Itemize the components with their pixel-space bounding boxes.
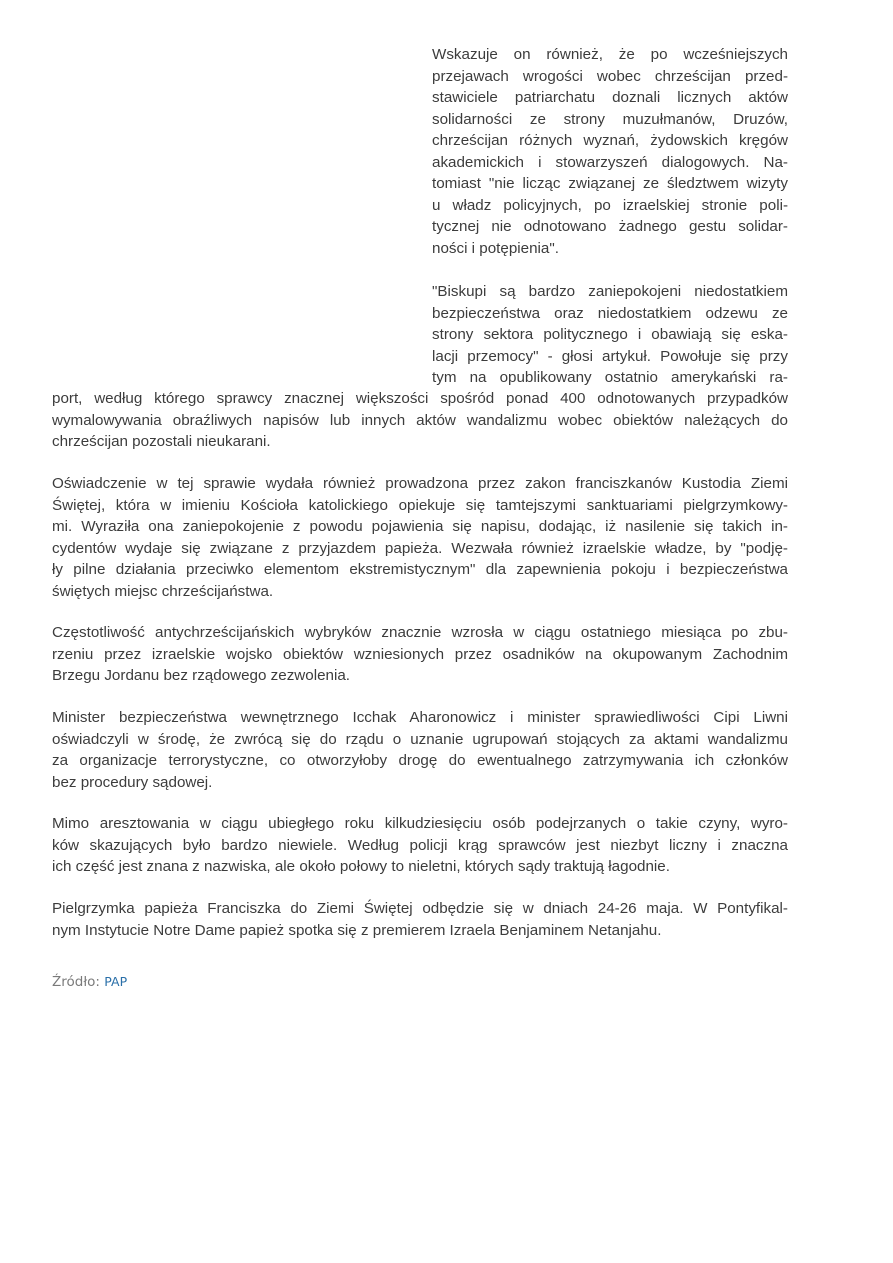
text-line: bezpieczeństwa oraz niedostatkiem odzewu ze bbox=[432, 304, 788, 322]
source-link[interactable]: PAP bbox=[104, 974, 128, 989]
text-line: akademickich i stowarzyszeń dialogowych. Na- bbox=[432, 153, 788, 171]
text-line: Oświadczenie w tej sprawie wydała również prowadzona przez zakon franciszkanów Kustodia Ziemi bbox=[52, 475, 788, 492]
text-line: tym na opublikowany ostatnio amerykański ra- bbox=[432, 369, 788, 386]
text-line: cydentów wydaje się związane z przyjazdem papieża. Wezwała również izraelskie władze, by "podję- bbox=[52, 539, 788, 557]
text-line: strony sektora politycznego i obawiają się eska- bbox=[432, 326, 788, 343]
text-line: Świętej, która w imieniu Kościoła katolickiego opiekuje się tamtejszymi sanktuariami pielgrzymkowy- bbox=[52, 496, 788, 514]
source-line bbox=[52, 974, 127, 990]
text-line: stawiciele patriarchatu doznali licznych aktów bbox=[432, 89, 788, 106]
text-line: Pielgrzymka papieża Franciszka do Ziemi Świętej odbędzie się w dniach 24-26 maja. W Pontyfikal- bbox=[52, 900, 788, 917]
paragraph-2-narrow bbox=[432, 281, 788, 389]
paragraph-5 bbox=[52, 707, 788, 793]
text-line: ków skazujących było bardzo niewiele. Według policji krąg sprawców jest niezbyt liczny i znaczna bbox=[52, 836, 788, 854]
text-line: Częstotliwość antychrześcijańskich wybryków znacznie wzrosła w ciągu ostatniego miesiąca po zbu- bbox=[52, 624, 788, 641]
paragraph-6 bbox=[52, 813, 788, 878]
text-line: "Biskupi są bardzo zaniepokojeni niedostatkiem bbox=[432, 283, 788, 300]
text-line: oświadczyli w środę, że zwrócą się do rządu o uznanie ugrupowań stojących za aktami wandalizmu bbox=[52, 730, 788, 748]
text-line: mi. Wyraziła ona zaniepokojenie z powodu pojawienia się napisu, dodając, iż nasilenie się takich in- bbox=[52, 518, 788, 535]
text-line: rzeniu przez izraelskie wojsko obiektów wzniesionych przez osadników na okupowanym Zachodnim bbox=[52, 645, 788, 663]
text-line: Wskazuje on również, że po wcześniejszych bbox=[432, 46, 788, 63]
text-line: tycznej nie odnotowano żadnego gestu solidar- bbox=[432, 218, 788, 235]
text-line: świętych miejsc chrześcijaństwa. bbox=[52, 582, 274, 600]
text-line: ności i potępienia". bbox=[432, 239, 559, 257]
text-line: solidarności ze strony muzułmanów, Druzów, bbox=[432, 110, 788, 128]
paragraph-3 bbox=[52, 473, 788, 602]
paragraph-4 bbox=[52, 622, 788, 687]
text-line: nym Instytucie Notre Dame papież spotka się z premierem Izraela Benjaminem Netanjahu. bbox=[52, 921, 662, 939]
text-line: lacji przemocy" - głosi artykuł. Powołuje się przy bbox=[432, 347, 788, 365]
text-line: za organizacje terrorystyczne, co otworzyłoby drogę do ewentualnego zatrzymywania ich członków bbox=[52, 752, 788, 769]
text-line: Mimo aresztowania w ciągu ubiegłego roku kilkudziesięciu osób podejrzanych o takie czyny, wyro- bbox=[52, 815, 788, 832]
paragraph-1 bbox=[432, 44, 788, 259]
paragraph-7 bbox=[52, 898, 788, 941]
paragraph-2-wide bbox=[52, 388, 788, 453]
text-line: port, według którego sprawcy znacznej większości spośród ponad 400 odnotowanych przypadków bbox=[52, 390, 788, 407]
text-line: ły pilne działania przeciwko elementom ekstremistycznym" dla zapewnienia pokoju i bezpieczeństwa bbox=[52, 561, 788, 578]
text-line: chrześcijan pozostali nieukarani. bbox=[52, 433, 271, 450]
text-line: wymalowywania obraźliwych napisów lub innych aktów wandalizmu wobec obiektów należących do bbox=[52, 411, 788, 429]
text-line: Brzegu Jordanu bez rządowego zezwolenia. bbox=[52, 667, 351, 684]
text-line: bez procedury sądowej. bbox=[52, 773, 213, 791]
text-line: u władz policyjnych, po izraelskiej stronie poli- bbox=[432, 196, 788, 214]
text-line: ich część jest znana z nazwiska, ale około połowy to nieletni, których sądy traktują łagodnie. bbox=[52, 858, 670, 875]
text-line: tomiast "nie licząc związanej ze śledztwem wizyty bbox=[432, 175, 788, 192]
text-line: chrześcijan różnych wyznań, żydowskich kręgów bbox=[432, 132, 788, 149]
source-label: Źródło: bbox=[52, 974, 100, 990]
text-line: przejawach wrogości wobec chrześcijan przed- bbox=[432, 67, 788, 85]
text-line: Minister bezpieczeństwa wewnętrznego Icchak Aharonowicz i minister sprawiedliwości Cipi Liwni bbox=[52, 709, 788, 726]
